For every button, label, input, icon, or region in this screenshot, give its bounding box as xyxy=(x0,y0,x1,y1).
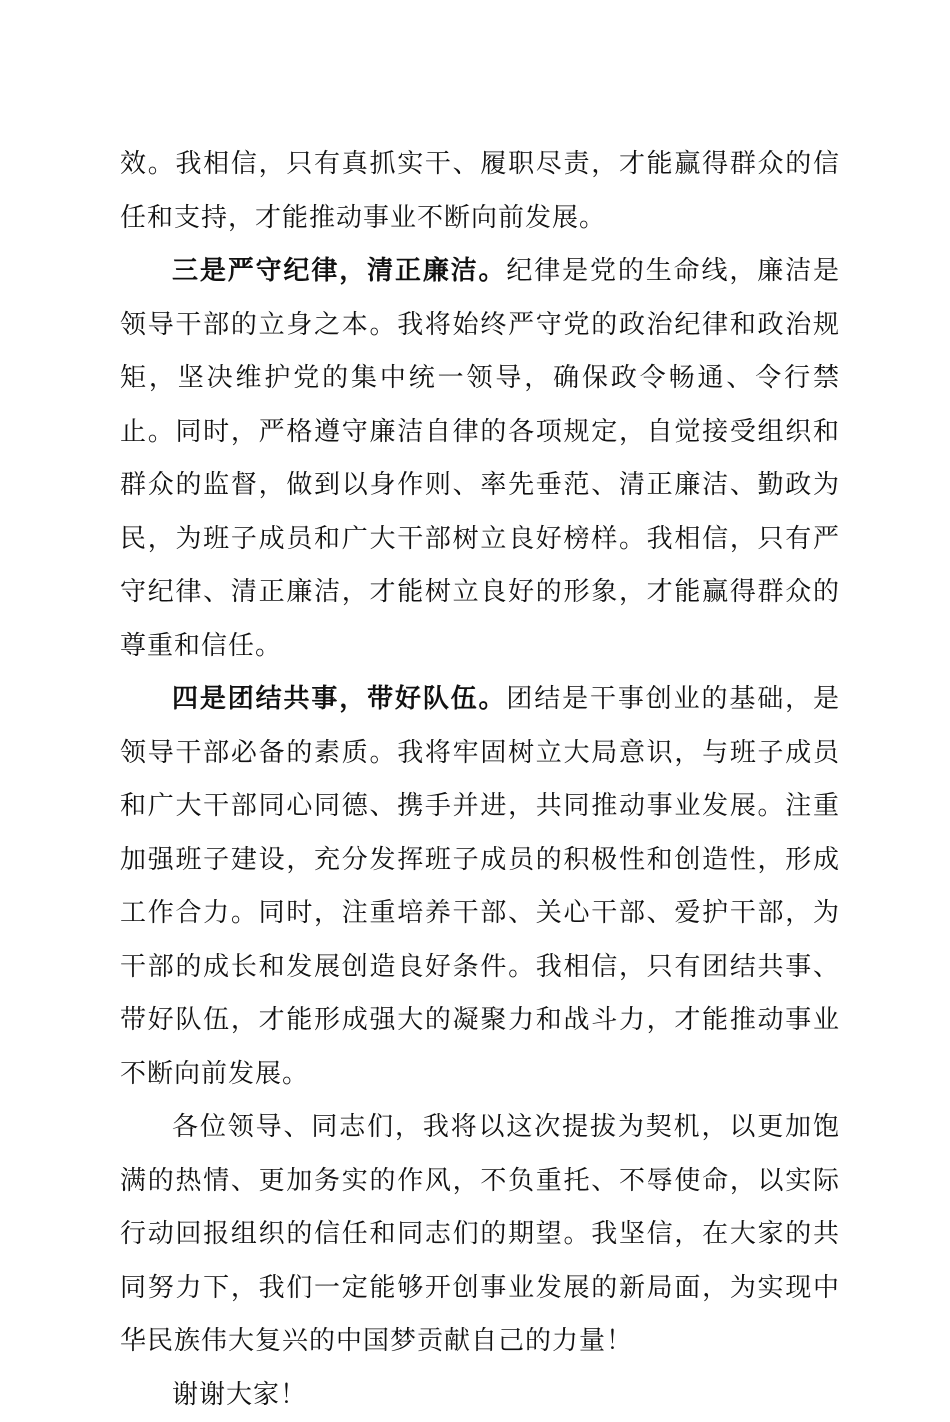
paragraph-closing xyxy=(120,1101,840,1369)
paragraph-discipline xyxy=(120,245,840,673)
paragraph-text: 团结是干事创业的基础，是领导干部必备的素质。我将牢固树立大局意识，与班子成员和广大干部同心同德、携手并进，共同推动事业发展。注重加强班子建设，充分发挥班子成员的积极性和创造性，形成工作合力。同时，注重培养干部、关心干部、爱护干部，为干部的成长和发展创造良好条件。我相信，只有团结共事、带好队伍，才能形成强大的凝聚力和战斗力，才能推动事业不断向前发展。 xyxy=(120,684,840,1089)
paragraph-thanks xyxy=(120,1369,840,1422)
paragraph-continuation xyxy=(120,138,840,245)
paragraph-text: 纪律是党的生命线，廉洁是领导干部的立身之本。我将始终严守党的政治纪律和政治规矩，坚决维护党的集中统一领导，确保政令畅通、令行禁止。同时，严格遵守廉洁自律的各项规定，自觉接受组织和群众的监督，做到以身作则、率先垂范、清正廉洁、勤政为民，为班子成员和广大干部树立良好榜样。我相信，只有严守纪律、清正廉洁，才能树立良好的形象，才能赢得群众的尊重和信任。 xyxy=(120,256,840,661)
paragraph-unity xyxy=(120,673,840,1101)
paragraph-lead: 三是严守纪律，清正廉洁。 xyxy=(172,256,506,286)
paragraph-text: 效。我相信，只有真抓实干、履职尽责，才能赢得群众的信任和支持，才能推动事业不断向前发展。 xyxy=(120,149,840,233)
paragraph-text: 谢谢大家！ xyxy=(172,1380,307,1410)
paragraph-lead: 四是团结共事，带好队伍。 xyxy=(172,684,506,714)
paragraph-text: 各位领导、同志们，我将以这次提拔为契机，以更加饱满的热情、更加务实的作风，不负重托、不辱使命，以实际行动回报组织的信任和同志们的期望。我坚信，在大家的共同努力下，我们一定能够开创事业发展的新局面，为实现中华民族伟大复兴的中国梦贡献自己的力量！ xyxy=(120,1112,840,1356)
document-body xyxy=(120,138,840,1422)
